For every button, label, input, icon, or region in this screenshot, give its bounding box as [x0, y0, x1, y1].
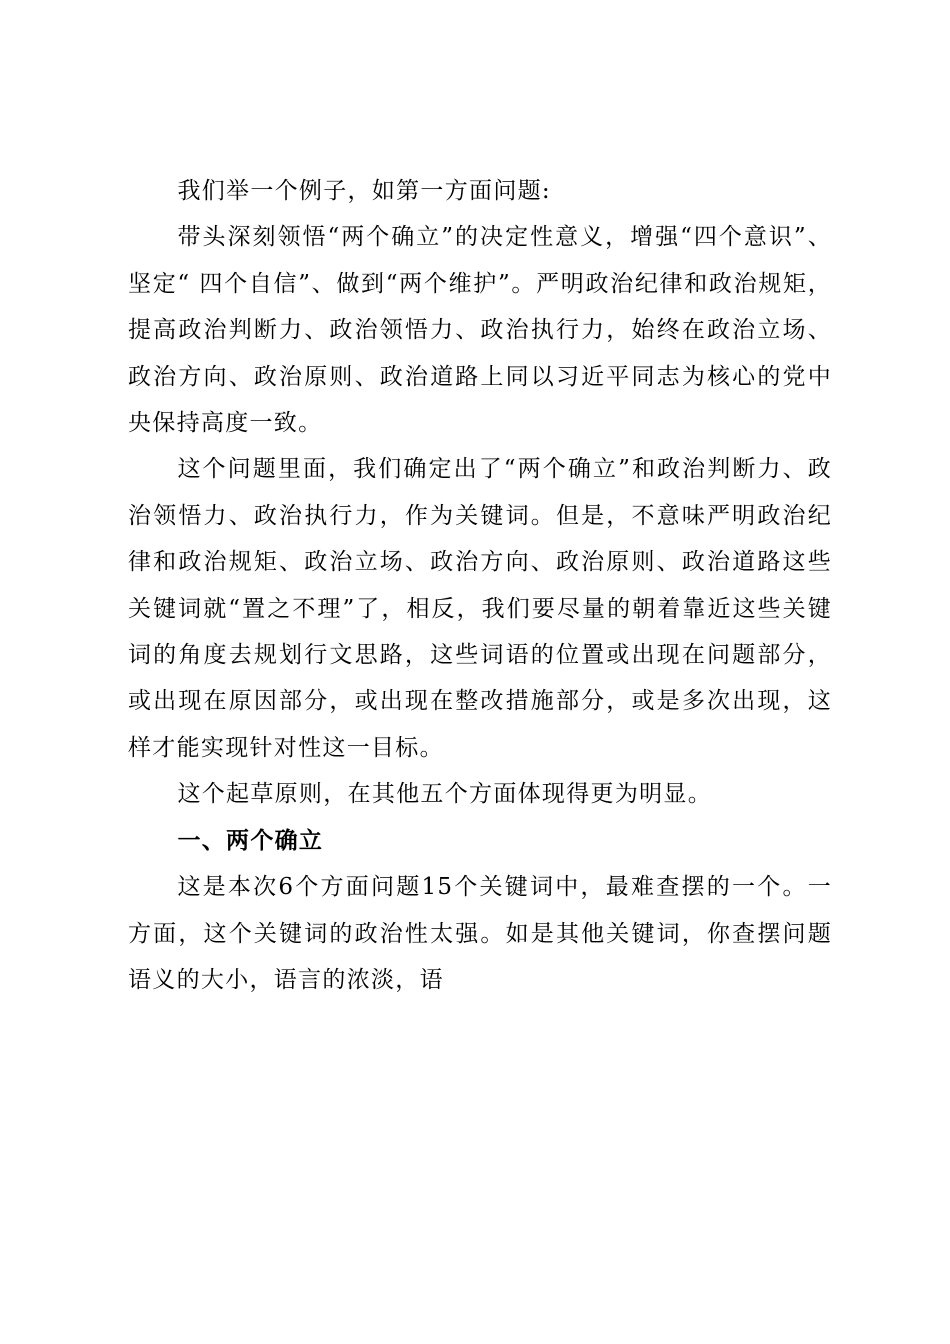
paragraph-example-intro: 我们举一个例子，如第一方面问题: [177, 178, 551, 204]
paragraph-keyword-analysis: 这个问题里面，我们确定出了“两个确立”和政治判断力、政治领悟力、政治执行力，作为关键词。但是，不意味严明政治纪律和政治规矩、政治立场、政治方向、政治原则、政治道路这些关键词就“置之不理”了，相反，我们要尽量的朝着靠近这些关键词的角度去规划行文思路，这些词语的位置或出现在问题部分，或出现在原因部分，或出现在整改措施部分，或是多次出现，这样才能实现针对性这一目标。 [128, 456, 832, 761]
paragraph-drafting-principle: 这个起草原则，在其他五个方面体现得更为明显。 [177, 781, 713, 808]
paragraph-first-aspect-problem: 带头深刻领悟“两个确立”的决定性意义，增强“四个意识”、坚定“ 四个自信”、做到“两个维护”。严明政治纪律和政治规矩，提高政治判断力、政治领悟力、政治执行力，始终在政治立场、政治方向、政治原则、政治道路上同以习近平同志为核心的党中央保持高度一致。 [128, 224, 832, 437]
document-body [128, 168, 832, 1003]
paragraph-section-body: 这是本次6个方面问题15个关键词中，最难查摆的一个。一方面，这个关键词的政治性太强。如是其他关键词，你查摆问题语义的大小，语言的浓淡，语 [128, 874, 832, 993]
section-heading: 一、两个确立 [177, 827, 324, 854]
